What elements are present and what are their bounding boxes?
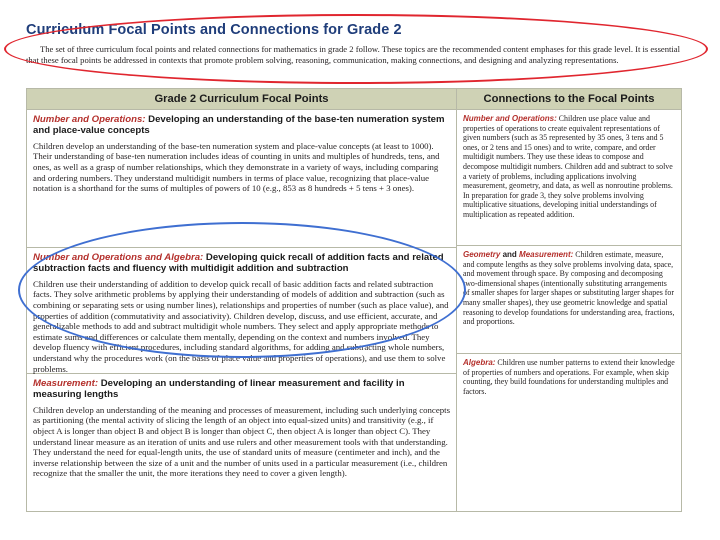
focal-point-heading	[33, 378, 450, 401]
connection-category: Algebra:	[463, 358, 496, 367]
focal-point-heading	[33, 114, 450, 137]
focal-point-category: Number and Operations:	[33, 114, 146, 125]
connection-text	[463, 250, 675, 327]
focal-points-header: Grade 2 Curriculum Focal Points	[27, 89, 456, 110]
intro-paragraph: The set of three curriculum focal points and related connections for mathematics in grade 2 follow. These topics are the recommended content emphases for this grade level. It is essential that these focal points be addressed in contexts that promote problem solving, reasoning, communication, making connections, and designing and analyzing representations.	[26, 44, 681, 65]
connection-category-secondary: Measurement:	[519, 250, 574, 259]
connection-section	[457, 354, 681, 400]
connection-body: Children use number patterns to extend their knowledge of properties of numbers and operations. For example, when skip counting, they build foundations for understanding multiples and factors.	[463, 358, 675, 396]
focal-point-body: Children develop an understanding of the meaning and processes of measurement, including such underlying concepts as partitioning (the mental activity of slicing the length of an object into equal-sized units) and transitivity (e.g., if object A is longer than object B and object B is longer than object C, then object A is longer than object C). They understand linear measure as an iteration of units and use rulers and other measurement tools with that understanding. They understand the need for equal-length units, the use of standard units of measure (centimeter and inch), and the inverse relationship between the size of a unit and the number of units used in a particular measurement (i.e., children recognize that the smaller the unit, the more iterations they need to cover a given length).	[33, 404, 451, 479]
focal-points-column	[27, 89, 457, 511]
focal-point-body: Children use their understanding of addition to develop quick recall of basic addition facts and related subtraction facts. They solve arithmetic problems by applying their understanding of models of addition and subtraction (such as combining or separating sets or using number lines), relationships and properties of number (such as place value), and properties of addition (commutativity and associativity). Children develop, discuss, and use efficient, accurate, and generalizable methods to add and subtract multidigit whole numbers. They select and apply appropriate methods to estimate sums and differences or calculate them mentally, depending on the context and numbers involved. They develop fluency with efficient procedures, including standard algorithms, for adding and subtracting whole numbers, understand why the procedures work (on the basis of place value and properties of operations), and use them to solve problems.	[33, 278, 449, 374]
connection-section	[457, 110, 681, 246]
focal-point-section	[27, 248, 456, 374]
focal-points-table	[26, 88, 682, 512]
focal-point-title: Developing an understanding of linear measurement and facility in measuring lengths	[33, 378, 405, 401]
connection-text	[463, 114, 675, 220]
connection-text	[463, 358, 675, 396]
connections-header: Connections to the Focal Points	[457, 89, 681, 110]
focal-point-section	[27, 374, 456, 482]
focal-point-category: Number and Operations and Algebra:	[33, 252, 204, 263]
connection-category: Geometry	[463, 250, 501, 259]
focal-point-heading	[33, 252, 450, 275]
connection-section	[457, 246, 681, 354]
connection-joiner: and	[500, 250, 520, 259]
connection-category: Number and Operations:	[463, 114, 557, 123]
connections-column	[457, 89, 681, 511]
page-title: Curriculum Focal Points and Connections for Grade 2	[26, 22, 402, 38]
focal-point-category: Measurement:	[33, 378, 99, 389]
focal-point-body: Children develop an understanding of the base-ten numeration system and place-value concepts (at least to 1000). Their understanding of base-ten numeration includes ideas of counting in units and multiples of hundreds, tens, and ones, as well as a grasp of number relationships, which they demonstrate in a variety of ways, including comparing and ordering numbers. They understand multidigit numbers in terms of place value, recognizing that place-value notation is a shorthand for the sums of multiples of powers of 10 (e.g., 853 as 8 hundreds + 5 tens + 3 ones).	[33, 140, 440, 194]
connection-body: Children estimate, measure, and compute lengths as they solve problems involving data, space, and movement through space. By composing and decomposing two-dimensional shapes (intentionally substituting arrangements of smaller shapes for larger shapes or substituting larger shapes for many smaller shapes), they use geometric knowledge and spatial reasoning to develop foundations for understanding area, fractions, and proportions.	[463, 250, 675, 327]
focal-point-section	[27, 110, 456, 248]
focal-point-title: Developing quick recall of addition facts and related subtraction facts and fluency with multidigit addition and subtraction	[33, 252, 444, 275]
connection-body: Children use place value and properties of operations to create equivalent representations of given numbers (such as 35 represented by 35 ones, 3 tens and 5 ones, or 2 tens and 15 ones) and to write, compare, and order multidigit numbers. They use these ideas to compose and decompose multidigit numbers. Children add and subtract to solve a variety of problems, including applications involving measurement, geometry, and data, as well as nonroutine problems. In preparation for grade 3, they solve problems involving multiplicative situations, developing initial understandings of multiplication as repeated addition.	[463, 114, 673, 219]
focal-point-title: Developing an understanding of the base-ten numeration system and place-value concepts	[33, 114, 445, 137]
